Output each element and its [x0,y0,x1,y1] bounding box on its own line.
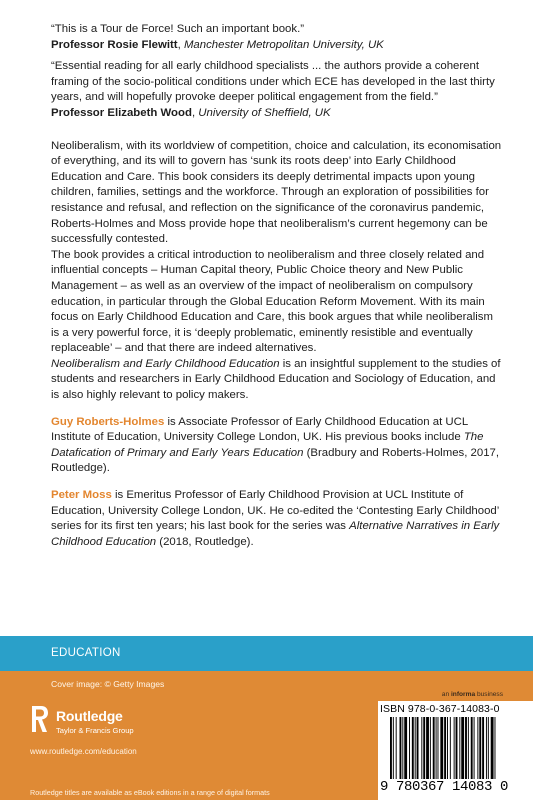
barcode-bar [438,717,439,779]
blurb-paragraph-3 [51,357,503,404]
publisher-logo [30,705,190,741]
endorsement-attribution: Professor Rosie Flewitt, Manchester Metropolitan University, UK [51,38,384,51]
previous-book-title: The Datafication of Primary and Early Years Education [51,431,484,459]
barcode-bar [447,717,448,779]
blurb-paragraph-1: Neoliberalism, with its worldview of competition, choice and calculation, its economisation of everything, and its will to govern has ‘sunk its roots deep’ into Early Childhood Education and Care. This book considers its deeply detrimental impacts upon young children, families, settings and the workforce. Through an exploration of possibilities for resistance and refusal, and reflection on the significance of the coronavirus pandemic, Roberts-Holmes and Moss provide hope that neoliberalism’s current hegemony can be successfully contested. [51,139,502,246]
barcode-bar [491,717,494,779]
barcode-bar [454,717,455,779]
isbn-number: ISBN 978-0-367-14083-0 [380,703,500,715]
barcode-bar [471,717,473,779]
endorsement-attribution: Professor Elizabeth Wood, University of Sheffield, UK [51,106,331,119]
barcode-bar [421,717,422,779]
barcode-bar [433,717,435,779]
barcode-digits: 9 780367 14083 0 [380,779,509,795]
barcode-bar [423,717,425,779]
barcode-bar [495,717,496,779]
barcode-bar [400,717,402,779]
barcode-bar [409,717,410,779]
endorser-name: Professor Elizabeth Wood [51,106,192,119]
barcode-bar [390,717,392,779]
endorsement-1 [51,22,503,53]
barcode-bar [482,717,484,779]
endorsement-quote: “This is a Tour de Force! Such an important book.” [51,23,305,35]
subject-band [0,636,533,671]
barcode-bar [468,717,469,779]
barcode-bar [465,717,467,779]
author-bio-text: (2018, Routledge). [156,535,254,548]
informa-business-mark [442,691,503,698]
barcode-bar [415,717,416,779]
isbn-barcode-box [378,701,533,800]
endorser-affiliation: Manchester Metropolitan University, UK [183,38,384,51]
barcode-bar [456,717,458,779]
informa-suffix: business [475,691,503,698]
ebook-availability-note: Routledge titles are available as eBook editions in a range of digital formats [30,788,270,797]
subject-label: EDUCATION [51,647,121,659]
publisher-band [0,671,533,800]
barcode-bar [430,717,431,779]
barcode-bar [477,717,478,779]
author-bio-text: is Emeritus Professor of Early Childhood Provision at UCL Institute of Education, University College London, UK. He co-edited the ‘Contesting Early Childhood’ series for its first ten years; his last book for the series was [51,489,499,533]
barcode-bar [450,717,451,779]
barcode-bar [402,717,403,779]
ean-13-barcode-icon [380,717,530,779]
routledge-r-logo-icon [30,705,49,733]
endorsement-quote: “Essential reading for all early childhood specialists ... the authors provide a coherent framing of the socio-political conditions under which ECE has developed in the last thirty years, and will hopefully provoke deeper political engagement from the field.” [51,60,495,104]
barcode-bar [436,717,437,779]
barcode-bar [396,717,397,779]
book-title: Neoliberalism and Early Childhood Education [51,357,280,370]
publisher-website[interactable]: www.routledge.com/education [30,747,137,756]
barcode-bar [404,717,407,779]
barcode-bar [488,717,489,779]
barcode-bar [486,717,487,779]
informa-brand: informa [450,691,476,698]
barcode-bar [417,717,419,779]
barcode-bar [459,717,460,779]
author-bio-2 [51,488,503,550]
barcode-bar [393,717,394,779]
blurb-paragraph-3-text: is an insightful supplement to the studies of students and researchers in Early Childhood Education and Sociology of Education, and is also highly relevant to policy makers. [51,357,501,402]
author-name: Peter Moss [51,489,112,502]
barcode-bar [412,717,414,779]
endorser-affiliation: University of Sheffield, UK [198,106,331,119]
blurb-paragraph-2: The book provides a critical introduction to neoliberalism and three closely related and influential concepts – Human Capital theory, Public Choice theory and New Public Management – as well as an overview of the impact of neoliberalism on compulsory education, in particular through the Global Education Reform Movement. With its main focus on Early Childhood Education and Care, this book argues that while neoliberalism is a very powerful force, it is ‘deeply problematic, eminently resistible and eventually replaceable’ – and that there are indeed alternatives. [51,248,493,355]
endorser-name: Professor Rosie Flewitt [51,38,178,51]
author-name: Guy Roberts-Holmes [51,415,165,428]
author-bio-text: (Bradbury and Roberts-Holmes, 2017, Routledge). [51,446,500,475]
informa-prefix: an [441,691,451,698]
endorsement-2 [51,59,503,121]
author-bio-1 [51,415,503,477]
publisher-name: Routledge [56,708,123,724]
barcode-bar [479,717,481,779]
previous-book-title: Alternative Narratives in Early Childhood Education [51,520,500,548]
cover-image-credit: Cover image: © Getty Images [51,679,165,689]
author-bio-text: is Associate Professor of Early Childhood Education at UCL Institute of Education, University College London, UK. His previous books include [51,415,468,444]
barcode-bar [461,717,464,779]
barcode-bar [426,717,429,779]
barcode-bar [440,717,443,779]
barcode-bar [444,717,446,779]
publisher-group: Taylor & Francis Group [56,726,134,735]
cover-text [51,22,503,550]
barcode-bar [474,717,475,779]
